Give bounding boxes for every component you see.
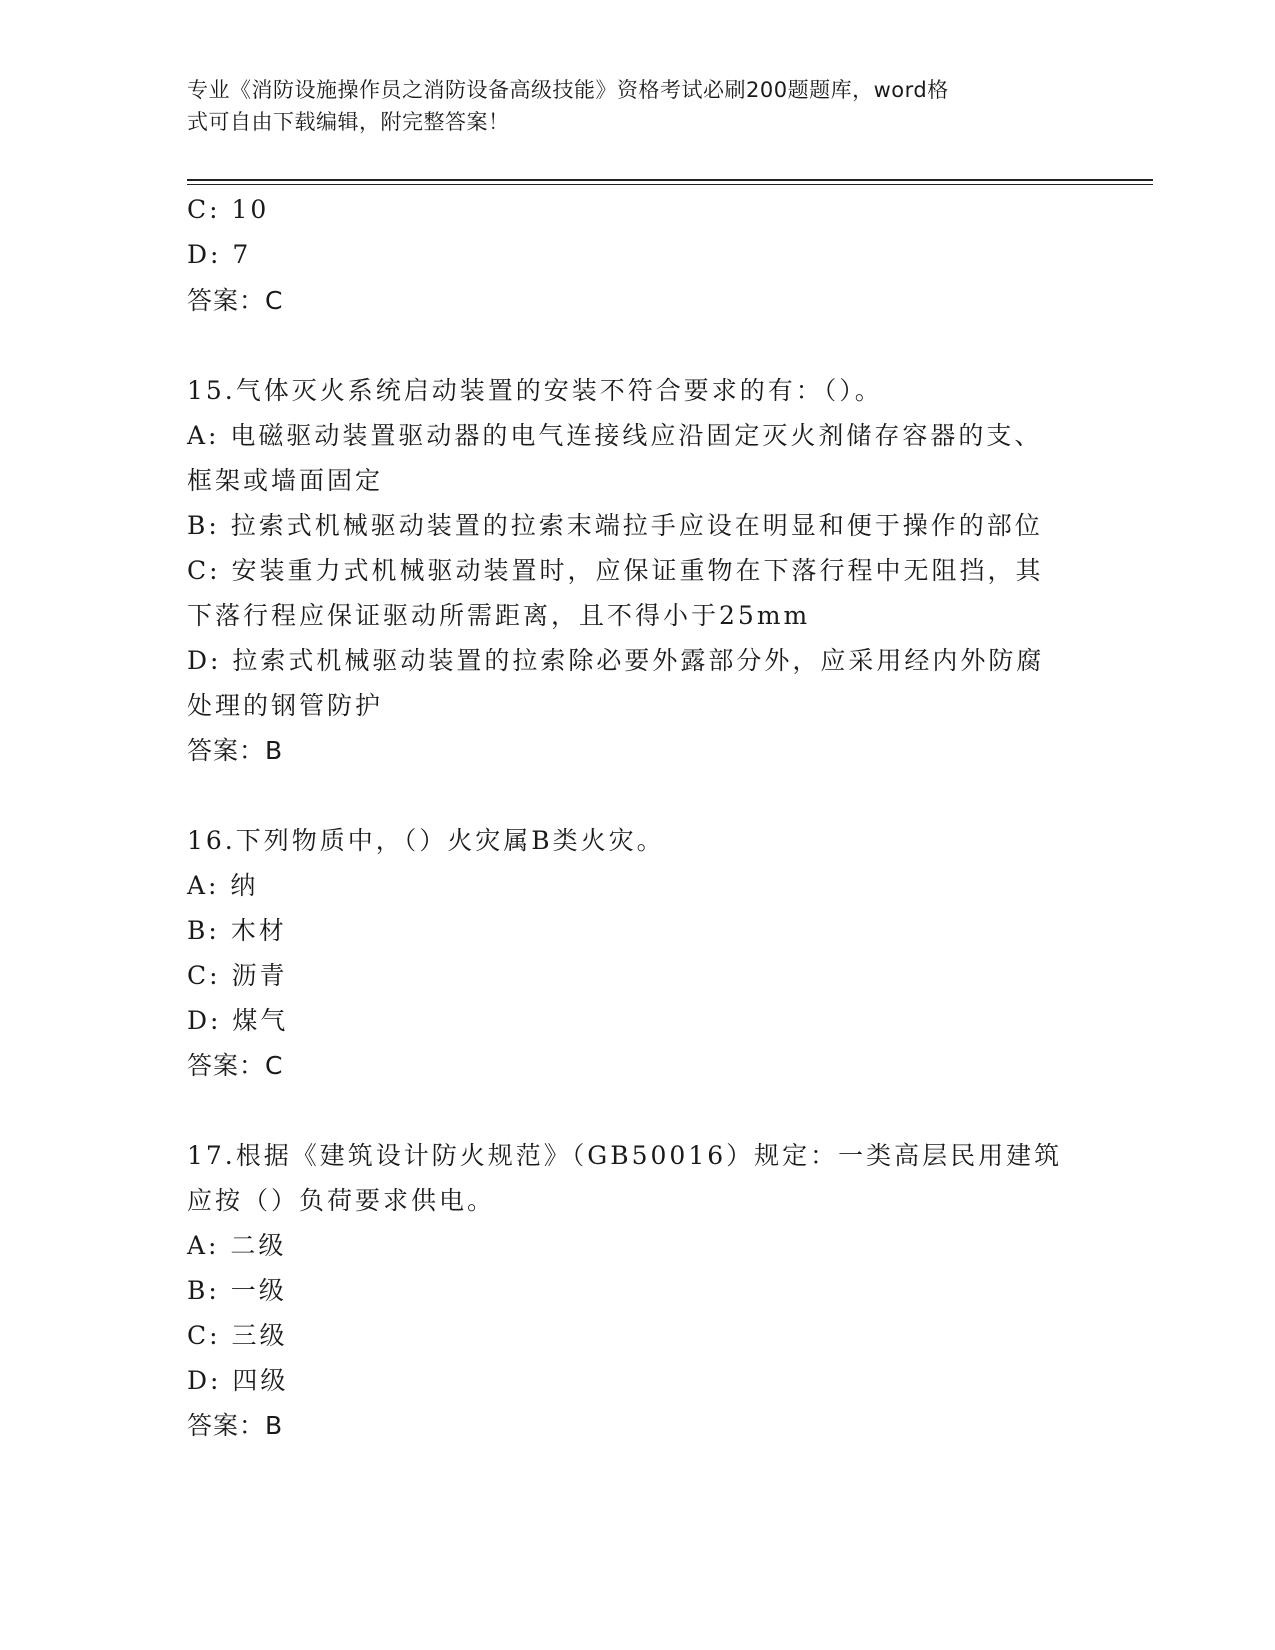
header-divider-thin xyxy=(187,184,1153,185)
header-divider-thick xyxy=(187,179,1153,181)
q15-answer: 答案：B xyxy=(187,736,284,765)
header-line-2: 式可自由下载编辑，附完整答案！ xyxy=(187,110,510,134)
q16-option-b: B: 木材 xyxy=(187,916,287,945)
prev-answer: 答案：C xyxy=(187,286,284,315)
q17-option-d: D: 四级 xyxy=(187,1366,289,1395)
header-line-1: 专业《消防设施操作员之消防设备高级技能》资格考试必刷200题题库，word格 xyxy=(187,78,949,102)
q17-option-b: B: 一级 xyxy=(187,1276,287,1305)
q15-option-d-line2: 处理的钢管防护 xyxy=(187,691,384,720)
q16-option-a: A: 纳 xyxy=(187,871,259,900)
q15-option-c-line1: C: 安装重力式机械驱动装置时，应保证重物在下落行程中无阻挡，其 xyxy=(187,556,1044,585)
document-header xyxy=(187,74,1067,138)
q15-option-a-line1: A: 电磁驱动装置驱动器的电气连接线应沿固定灭火剂储存容器的支、 xyxy=(187,421,1043,450)
prev-option-d: D: 7 xyxy=(187,240,252,269)
q16-answer: 答案：C xyxy=(187,1051,284,1080)
q16-stem: 16.下列物质中，（）火灾属B类火灾。 xyxy=(187,826,665,855)
q16-option-d: D: 煤气 xyxy=(187,1006,289,1035)
prev-option-c: C: 10 xyxy=(187,195,270,224)
q15-option-c-line2: 下落行程应保证驱动所需距离，且不得小于25mm xyxy=(187,601,811,630)
q17-stem-line2: 应按（）负荷要求供电。 xyxy=(187,1186,496,1215)
q15-option-d-line1: D: 拉索式机械驱动装置的拉索除必要外露部分外，应采用经内外防腐 xyxy=(187,646,1045,675)
q17-stem-line1: 17.根据《建筑设计防火规范》（GB50016）规定：一类高层民用建筑 xyxy=(187,1141,1063,1170)
q15-option-a-line2: 框架或墙面固定 xyxy=(187,466,384,495)
q15-option-b: B: 拉索式机械驱动装置的拉索末端拉手应设在明显和便于操作的部位 xyxy=(187,511,1043,540)
q16-option-c: C: 沥青 xyxy=(187,961,288,990)
q17-option-c: C: 三级 xyxy=(187,1321,288,1350)
q17-option-a: A: 二级 xyxy=(187,1231,287,1260)
q17-answer: 答案：B xyxy=(187,1411,284,1440)
q15-stem: 15.气体灭火系统启动装置的安装不符合要求的有：（）。 xyxy=(187,376,883,405)
